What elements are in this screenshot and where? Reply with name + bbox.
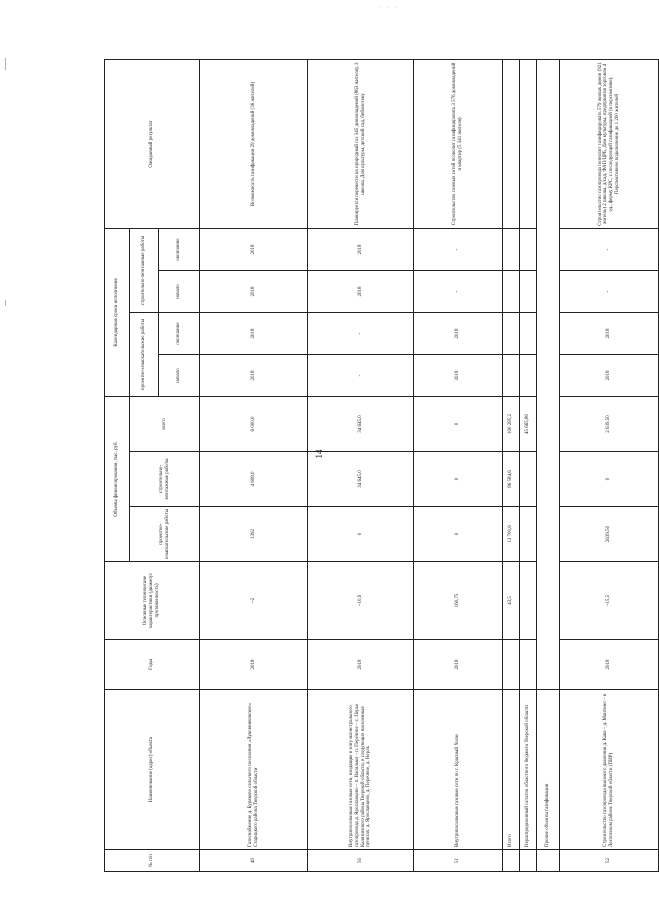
total-cost: 34 645,0 [308,396,414,451]
section-fill [537,59,560,689]
table-stage [104,60,620,872]
header-construction-end: окончание [159,228,200,270]
years-cell: 2018 [414,640,503,690]
expected-result: Планируется перевести на природный газ 345 домовладений (863 жителя), 3 школы, Дом культуры, детский сад, библиотеку [308,59,414,228]
empty-cell [520,452,537,507]
row-num: 49 [200,850,308,872]
table-row [560,59,659,871]
design-start: 2018 [414,354,503,396]
empty-cell [520,850,537,872]
expected-result: Строительство газопровода позволит газифицировать 579 жилых домов (921 житель) 2 школы, д/сад, ФАП/ЦРБ, Дом культуры, предприятия торговли 4 ед., ферму КРС, с последующей газификацией (в перспективе). Перспективное подключение до 1 200 жителей [560,59,659,228]
table-row [200,59,308,871]
page-number: 14 [314,449,324,459]
construction-start: - [414,270,503,312]
construction-end: - [414,228,503,270]
design-start: 2018 [560,354,659,396]
design-cost: 2639,50 [560,507,659,562]
design-start: 2018 [200,354,308,396]
total-specs: 43,5 [503,562,520,640]
object-name: Газоснабжение д. Буряково сельского поселения «Луковниковское» Старицкого района Тверской области [200,690,308,850]
header-result: Ожидаемый результат [105,59,200,228]
specs-cell: ~10,9 [308,562,414,640]
table-row [414,59,503,871]
empty-cell [520,354,537,396]
construction-end: - [560,228,659,270]
total-construction: 86 584,6 [503,452,520,507]
expected-result: Возможность газификации 29 домовладений (36 жителей) [200,59,308,228]
construction-cost: 34 645,0 [308,452,414,507]
total-sum: 100 285,2 [503,396,520,451]
empty-cell [503,312,520,354]
header-financing: Объемы финансирования, тыс. руб. [105,396,130,561]
total-label: Итого [503,690,520,850]
design-end: - [308,312,414,354]
empty-cell [503,59,520,228]
financing-plan-table [104,59,659,872]
header-fin-construction: строительно-монтажные работы [130,452,200,507]
table-row [308,59,414,871]
section-title: Прочие объекты газификации [537,690,560,850]
empty-cell [520,562,537,640]
construction-cost: 4 608,0 [200,452,308,507]
total-design: 13 700,6 [503,507,520,562]
empty-cell [520,228,537,270]
construction-cost: 0 [414,452,503,507]
header-name: Наименование (адрес) объекта [105,690,200,850]
total-cost: 2 639,50 [560,396,659,451]
unallocated-label: Нераспределенный остаток областного бюджета Тверской области [520,690,537,850]
scan-mark [5,300,6,306]
design-cost: 0 [308,507,414,562]
empty-cell [520,507,537,562]
total-cost: 6 000,0 [200,396,308,451]
design-end: 2018 [414,312,503,354]
empty-cell [520,59,537,228]
years-cell: 2018 [308,640,414,690]
design-end: 2018 [200,312,308,354]
empty-cell [503,850,520,872]
header-construction-start: начало [159,270,200,312]
rotated-page [104,60,620,872]
scan-dots: · · · [380,5,399,11]
object-name: Внутрипоселковые газовые сети, входящие в зону магистрального газопровода д. Ярославцево – п. Васильки – п. Перечное – с. Перье Калязинского района Тверской области, в следующих населенных пунктах: д. Ярославцево, д. Перечное, д. Нерль [308,690,414,850]
years-cell: 2018 [200,640,308,690]
row-num: 51 [414,850,503,872]
header-specs: Основные технические характеристики (диаметр/протяженность) [105,562,200,640]
object-name: Внутрипоселковые газовые сети по г. Красный Холм [414,690,503,850]
section-row [537,59,560,871]
header-sched-design: проектно-изыскательские работы [130,312,159,396]
header-fin-total: всего [130,396,200,451]
expected-result: Строительство газовых сетей позволит газифицировать 3 576 домовладений и квартир (5 341 жителя) [414,59,503,228]
design-cost: 1392 [200,507,308,562]
unallocated-row [520,59,537,871]
total-row [503,59,520,871]
header-design-end: окончание [159,312,200,354]
header-fin-design: проектно-изыскательские работы [130,507,200,562]
header-sched-construction: строительно-монтажные работы [130,228,159,312]
scan-mark [5,58,6,70]
design-end: 2018 [560,312,659,354]
construction-start: - [560,270,659,312]
construction-end: 2018 [200,228,308,270]
empty-cell [537,850,560,872]
construction-end: 2018 [308,228,414,270]
construction-cost: 0 [560,452,659,507]
empty-cell [503,270,520,312]
construction-start: 2018 [200,270,308,312]
empty-cell [520,270,537,312]
row-num: 52 [560,850,659,872]
object-name: Строительство газопровода высокого давления д. Кава – д. Мантино – в Лесхохском районе Тверской области (ПИР) [560,690,659,850]
row-num: 50 [308,850,414,872]
header-schedule: Календарные сроки исполнения [105,228,130,396]
design-cost: 0 [414,507,503,562]
specs-cell: 160,75 [414,562,503,640]
specs-cell: ~15,5 [560,562,659,640]
unallocated-total: 45 665,80 [520,396,537,451]
header-years: Годы [105,640,200,690]
empty-cell [520,640,537,690]
empty-cell [520,312,537,354]
empty-cell [503,228,520,270]
years-cell: 2018 [560,640,659,690]
empty-cell [503,354,520,396]
total-cost: 0 [414,396,503,451]
construction-start: 2018 [308,270,414,312]
empty-cell [503,640,520,690]
design-start: - [308,354,414,396]
specs-cell: ~2 [200,562,308,640]
header-num: № п/п [105,850,200,872]
header-design-start: начало [159,354,200,396]
